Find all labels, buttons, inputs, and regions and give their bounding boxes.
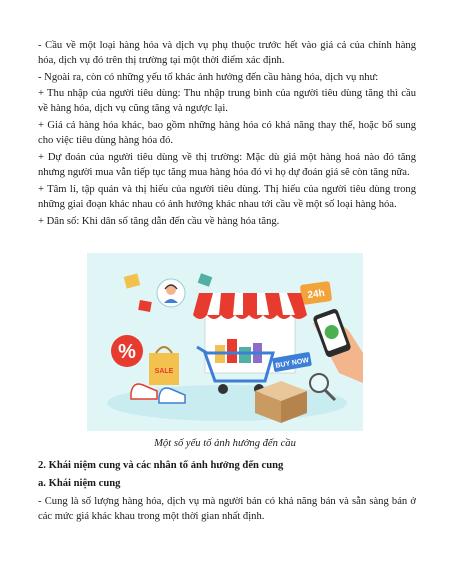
paragraph-population: + Dân số: Khi dân số tăng dẫn đến cầu về hàng hóa tăng. <box>38 216 280 227</box>
hours-label: 24h <box>306 287 326 302</box>
section-subheading: a. Khái niệm cung <box>38 478 121 489</box>
section-heading: 2. Khái niệm cung và các nhân tố ảnh hưởng đến cung <box>38 460 284 471</box>
figure-caption: Một số yếu tố ảnh hưởng đến cầu <box>154 438 296 449</box>
buy-now-label: BUY NOW <box>275 357 310 370</box>
support-agent-icon <box>157 279 185 307</box>
paragraph-demand-price: - Cầu về một loại hàng hóa và dịch vụ phụ thuộc trước hết vào giá cả của chính hàng hóa, dịch vụ đó trên thị trường tại một thời điểm xác định. <box>38 40 416 67</box>
percent-label: % <box>118 341 136 363</box>
paragraph-supply-definition: - Cung là số lượng hàng hóa, dịch vụ mà người bán có khả năng bán và sẵn sàng bán ở các mức giá khác khau trong một thời gian nhất định. <box>38 496 416 523</box>
sale-label: SALE <box>154 368 174 375</box>
paragraph-psychology: + Tâm lí, tập quán và thị hiếu của người tiêu dùng. Thị hiếu của người tiêu dùng trong những giai đoạn khác nhau có ảnh hưởng khác nhau tới cầu về một số loại hàng hóa. <box>38 184 416 211</box>
ecommerce-illustration <box>87 253 363 431</box>
clock-24h-icon <box>300 281 332 305</box>
paragraph-income: + Thu nhập của người tiêu dùng: Thu nhập trung bình của người tiêu dùng tăng thì cầu về hàng hóa, dịch vụ cũng tăng và ngược lại. <box>38 88 416 115</box>
percent-discount-icon <box>111 335 143 367</box>
paragraph-other-goods-price: + Giá cả hàng hóa khác, bao gồm những hàng hóa có khả năng thay thế, hoặc bổ sung cho việc tiêu dùng hàng hóa đó. <box>38 120 416 147</box>
paragraph-other-factors: - Ngoài ra, còn có những yếu tố khác ảnh hưởng đến cầu hàng hóa, dịch vụ như: <box>38 72 379 83</box>
paragraph-expectation: + Dự đoán của người tiêu dùng về thị trường: Mặc dù giá một hàng hoá nào đó tăng nhưng người mua vẫn tiếp tục tăng mua hàng hóa đó vì họ dự đoán giá sẽ còn tăng nữa. <box>38 152 416 179</box>
